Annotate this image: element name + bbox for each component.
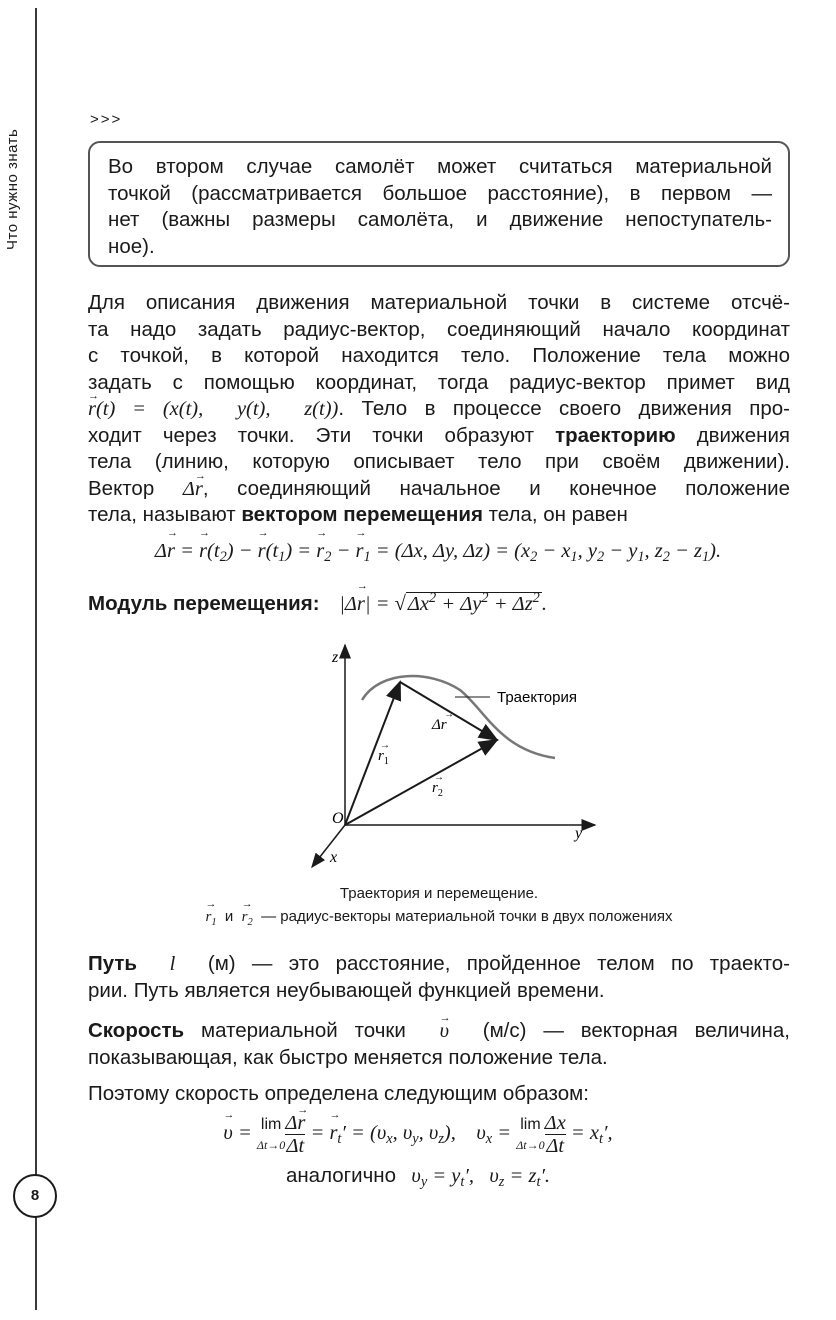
- figure-caption-line1: Траектория и перемещение.: [339, 885, 539, 902]
- text-line: Поэтому скорость определена следующим образом:: [88, 1082, 589, 1105]
- text-span: . Тело в процессе своего движения про-: [338, 397, 790, 420]
- text-line: та надо задать радиус-вектор, соединяющий начало координат: [88, 317, 790, 341]
- r1-arrow: →: [380, 740, 390, 751]
- text-span: ходит через точки. Эти точки образуют: [88, 423, 535, 447]
- similarly-label: аналогично: [285, 1164, 397, 1187]
- text-line: [88, 423, 790, 450]
- z-label: z: [332, 649, 339, 666]
- text-span: материальной точки: [201, 1019, 406, 1042]
- r1-subscript: 1: [383, 756, 389, 767]
- similarly-equation: аналогично $\upsilon_y = y_t'$, $\upsilon_z = z_t'$.: [285, 1164, 551, 1190]
- y-label: y: [575, 825, 583, 842]
- term-speed: Скорость: [88, 1019, 185, 1042]
- r1-letter: r: [378, 748, 384, 764]
- delta-r-label: Δr: [432, 717, 447, 733]
- note-line: точкой (рассматривается большое расстояние), в первом —: [108, 181, 772, 205]
- delta-r-arrow: →: [444, 709, 454, 720]
- x-label: x: [330, 849, 338, 866]
- speed-definition-intro: [88, 1081, 790, 1108]
- trajectory-label: Траектория: [497, 689, 577, 706]
- text-line: тела (линию, которую описывает тело при своём движении).: [88, 450, 790, 473]
- text-span: движения: [696, 423, 790, 447]
- note-line: Во втором случае самолёт может считаться материальной: [108, 155, 772, 178]
- r2-arrow: →: [434, 772, 444, 783]
- term-displacement-vector: вектором перемещения: [241, 503, 483, 526]
- page-number: 8: [13, 1174, 57, 1218]
- text-span: Вектор: [88, 476, 155, 500]
- answer-note-box: [88, 141, 790, 267]
- path-paragraph: [88, 951, 790, 1004]
- path-symbol: l: [169, 953, 176, 975]
- displacement-paragraph: [88, 290, 790, 529]
- r2-letter: r: [432, 780, 438, 796]
- text-line: r →(t) = (x(t), y(t), z(t)). Тело в процессе своего движения про-: [88, 396, 790, 423]
- term-trajectory: траекторию: [555, 423, 676, 447]
- text-line: Скорость материальной точки υ → (м/с) — векторная величина,: [88, 1018, 790, 1045]
- x-axis: [312, 825, 345, 867]
- r1-vector: [345, 682, 400, 825]
- text-span: тела, он равен: [488, 503, 628, 526]
- text-line: Вектор Δr →, соединяющий начальное и конечное положение: [88, 476, 790, 503]
- chevrons-marker: >>>: [90, 111, 123, 128]
- figure-caption-line2: $r \to_1$ и $r \to_2$ — радиус-векторы материальной точки в двух положениях: [88, 905, 790, 934]
- text-span: (м) — это расстояние, пройденное телом по траекто-: [207, 952, 790, 975]
- text-span: (м/с) — векторная величина,: [482, 1019, 790, 1042]
- text-line: рии. Путь является неубывающей функцией времени.: [88, 978, 605, 1002]
- text-line: задать с помощью координат, тогда радиус-вектор примет вид: [88, 370, 790, 394]
- text-line: Для описания движения материальной точки в системе отсчё-: [88, 291, 790, 314]
- text-span: тела, называют: [88, 503, 236, 526]
- note-line: нет (важны размеры самолёта, и движение непоступатель-: [108, 208, 772, 231]
- r2-vector: [345, 740, 497, 825]
- modulus-label: Модуль перемещения:: [88, 592, 320, 615]
- trajectory-figure: [300, 640, 630, 875]
- displacement-equation: Δr → = $r \to(t_2) - r \to(t_1) = r \to_2 - r \to_1 = (\Delta x$, Δy, $\Delta z) = (x_2 - x_1$, $y_2 - y_1$, $z_2 - z_1$).: [20, 540, 836, 566]
- term-path: Путь: [88, 952, 138, 975]
- caption-text: — радиус-векторы материальной точки в двух положениях: [261, 908, 673, 925]
- speed-paragraph: [88, 1018, 790, 1071]
- text-line: показывающая, как быстро меняется положение тела.: [88, 1045, 608, 1069]
- origin-label: O: [332, 810, 344, 827]
- caption-and: и: [224, 908, 234, 925]
- r2-subscript: 2: [437, 788, 443, 799]
- text-line: с точкой, в которой находится тело. Положение тела можно: [88, 344, 790, 367]
- text-line: [88, 951, 790, 978]
- note-line: ное).: [108, 234, 155, 258]
- text-span: , соединяющий начальное и конечное положение: [202, 476, 791, 500]
- section-side-label: Что нужно знать: [4, 128, 21, 250]
- text-line: [88, 502, 790, 529]
- velocity-equation: υ → = lim Δt→0 $\frac{\Delta r \to}{\Delta t}$ = $r \to_t' = (\upsilon_x$, $\upsilon_y$, $\upsilon_z$), $\upsilon_x = \lim$ Δt→0 $\frac{\Delta x}{\Delta t}$ = $x_t'$,: [0, 1112, 836, 1157]
- modulus-line: Модуль перемещения: |Δr →| = $√\Delta x^2 + \Delta y^2 + \Delta z^2$.: [88, 590, 547, 616]
